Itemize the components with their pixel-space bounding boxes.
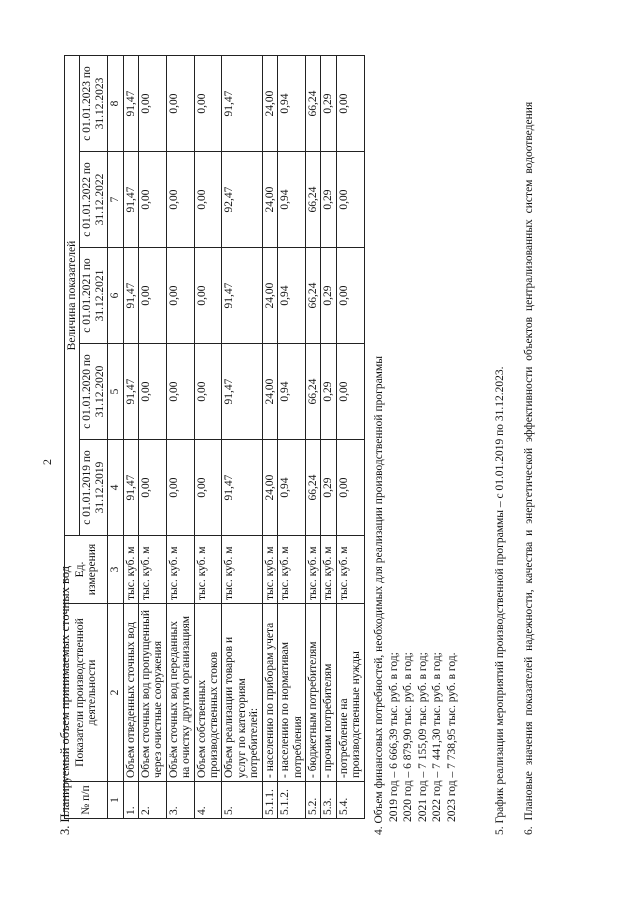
row-value: 0,94: [278, 248, 306, 344]
row-indicator: Объём сточных вод переданных на очистку другим организациям: [166, 604, 194, 782]
row-unit: тыс. куб. м: [123, 536, 138, 604]
row-unit: тыс. куб. м: [336, 536, 364, 604]
row-value: 24,00: [262, 152, 277, 248]
row-value: 0,00: [194, 440, 222, 536]
row-number: 5.2.: [305, 782, 320, 819]
row-value: 91,47: [123, 248, 138, 344]
row-value: 0,00: [194, 344, 222, 440]
row-value: 0,00: [139, 56, 167, 152]
row-value: 24,00: [262, 248, 277, 344]
table-row: [262, 56, 277, 819]
header-period: с 01.01.2023 по 31.12.2023: [80, 56, 108, 152]
header-indicator: Показатели производственной деятельности: [65, 604, 108, 782]
row-value: 66,24: [305, 344, 320, 440]
row-unit: тыс. куб. м: [222, 536, 262, 604]
row-value: 0,00: [194, 152, 222, 248]
financial-needs-item: 2022 год – 7 441,30 тыс. руб. в год;: [431, 652, 443, 822]
row-unit: тыс. куб. м: [278, 536, 306, 604]
column-number-row: [108, 56, 123, 819]
row-number: 5.4.: [336, 782, 364, 819]
row-value: 0,29: [321, 248, 336, 344]
row-indicator: - прочим потребителям: [321, 604, 336, 782]
header-period: с 01.01.2022 по 31.12.2022: [80, 152, 108, 248]
row-indicator: Объем сточных вод пропущенный через очистные сооружения: [139, 604, 167, 782]
section-6: 6. Плановые значения показателей надежности, качества и энергетической эффективности объектов централизованных систем водоотведения: [523, 101, 535, 835]
row-value: 91,47: [222, 248, 262, 344]
section-5: 5. График реализации мероприятий производственной программы – с 01.01.2019 по 31.12.2023.: [494, 366, 506, 835]
header-no: № п/п: [65, 782, 108, 819]
row-unit: тыс. куб. м: [321, 536, 336, 604]
column-number: 5: [108, 344, 123, 440]
section-4-title: 4. Объем финансовых потребностей, необходимых для реализации производственной программы: [373, 356, 385, 835]
header-unit: Ед. измерения: [65, 536, 108, 604]
row-value: 0,29: [321, 56, 336, 152]
row-value: 66,24: [305, 248, 320, 344]
row-value: 91,47: [123, 56, 138, 152]
financial-needs-item: 2020 год – 6 879,90 тыс. руб. в год;: [402, 652, 414, 822]
header-values-group: Величина показателей: [65, 56, 80, 536]
table-row: [305, 56, 320, 819]
row-value: 0,00: [166, 56, 194, 152]
row-unit: тыс. куб. м: [194, 536, 222, 604]
row-indicator: - населению по нормативам потребления: [278, 604, 306, 782]
row-value: 91,47: [123, 440, 138, 536]
row-number: 5.1.2.: [278, 782, 306, 819]
row-indicator: Объем отведенных сточных вод: [123, 604, 138, 782]
row-number: 5.3.: [321, 782, 336, 819]
column-number: 3: [108, 536, 123, 604]
column-number: 8: [108, 56, 123, 152]
row-value: 0,00: [336, 344, 364, 440]
row-value: 0,00: [166, 440, 194, 536]
row-number: 1.: [123, 782, 138, 819]
wastewater-volume-table: [64, 55, 365, 819]
row-value: 0,29: [321, 440, 336, 536]
table-row: [166, 56, 194, 819]
row-value: 24,00: [262, 344, 277, 440]
row-value: 0,00: [194, 248, 222, 344]
column-number: 6: [108, 248, 123, 344]
row-number: 5.1.1.: [262, 782, 277, 819]
row-value: 0,94: [278, 56, 306, 152]
row-value: 0,00: [336, 248, 364, 344]
row-indicator: - населению по приборам учета: [262, 604, 277, 782]
column-number: 2: [108, 604, 123, 782]
section-3-title: 3. Планируемый объем принимаемых сточных вод: [58, 565, 72, 835]
column-number: 7: [108, 152, 123, 248]
row-indicator: -потребление на производственные нужды: [336, 604, 364, 782]
table-row: [278, 56, 306, 819]
row-number: 2.: [139, 782, 167, 819]
financial-needs-item: 2019 год – 6 666,39 тыс. руб. в год;: [387, 652, 400, 822]
row-unit: тыс. куб. м: [166, 536, 194, 604]
row-value: 0,94: [278, 440, 306, 536]
row-value: 0,00: [336, 152, 364, 248]
row-value: 24,00: [262, 440, 277, 536]
table-header-row: [65, 56, 80, 819]
header-period: с 01.01.2021 по 31.12.2021: [80, 248, 108, 344]
row-value: 0,00: [166, 248, 194, 344]
row-value: 91,47: [222, 56, 262, 152]
table-row: [336, 56, 364, 819]
financial-needs-item: 2021 год – 7 155,09 тыс. руб. в год;: [416, 652, 429, 822]
row-value: 91,47: [123, 152, 138, 248]
row-value: 0,29: [321, 344, 336, 440]
column-number: 4: [108, 440, 123, 536]
row-value: 0,00: [139, 440, 167, 536]
row-value: 0,94: [278, 152, 306, 248]
table-row: [139, 56, 167, 819]
table-row: [194, 56, 222, 819]
row-unit: тыс. куб. м: [262, 536, 277, 604]
row-number: 5.: [222, 782, 262, 819]
row-number: 4.: [194, 782, 222, 819]
row-value: 66,24: [305, 152, 320, 248]
row-value: 91,47: [123, 344, 138, 440]
row-number: 3.: [166, 782, 194, 819]
row-value: 0,00: [139, 152, 167, 248]
table-row: [321, 56, 336, 819]
row-value: 0,00: [139, 248, 167, 344]
row-value: 0,94: [278, 344, 306, 440]
row-value: 92,47: [222, 152, 262, 248]
row-value: 0,00: [166, 152, 194, 248]
header-period: с 01.01.2019 по 31.12.2019: [80, 440, 108, 536]
page-number: 2: [40, 459, 54, 465]
header-period: с 01.01.2020 по 31.12.2020: [80, 344, 108, 440]
row-value: 0,00: [336, 440, 364, 536]
row-value: 66,24: [305, 440, 320, 536]
table-row: [222, 56, 262, 819]
table-row: [123, 56, 138, 819]
row-unit: тыс. куб. м: [305, 536, 320, 604]
row-value: 91,47: [222, 440, 262, 536]
financial-needs-item: 2023 год – 7 738,95 тыс. руб. в год.: [445, 652, 458, 822]
row-value: 0,00: [336, 56, 364, 152]
row-value: 0,00: [194, 56, 222, 152]
row-unit: тыс. куб. м: [139, 536, 167, 604]
row-value: 91,47: [222, 344, 262, 440]
section-4: [372, 356, 459, 835]
column-number: 1: [108, 782, 123, 819]
row-value: 0,29: [321, 152, 336, 248]
row-value: 66,24: [305, 56, 320, 152]
table-body: [123, 56, 364, 819]
row-value: 24,00: [262, 56, 277, 152]
row-indicator: - бюджетным потребителям: [305, 604, 320, 782]
row-indicator: Объем реализации товаров и услуг по категориям потребителей:: [222, 604, 262, 782]
row-indicator: Объем собственных производственных стоков: [194, 604, 222, 782]
row-value: 0,00: [166, 344, 194, 440]
row-value: 0,00: [139, 344, 167, 440]
